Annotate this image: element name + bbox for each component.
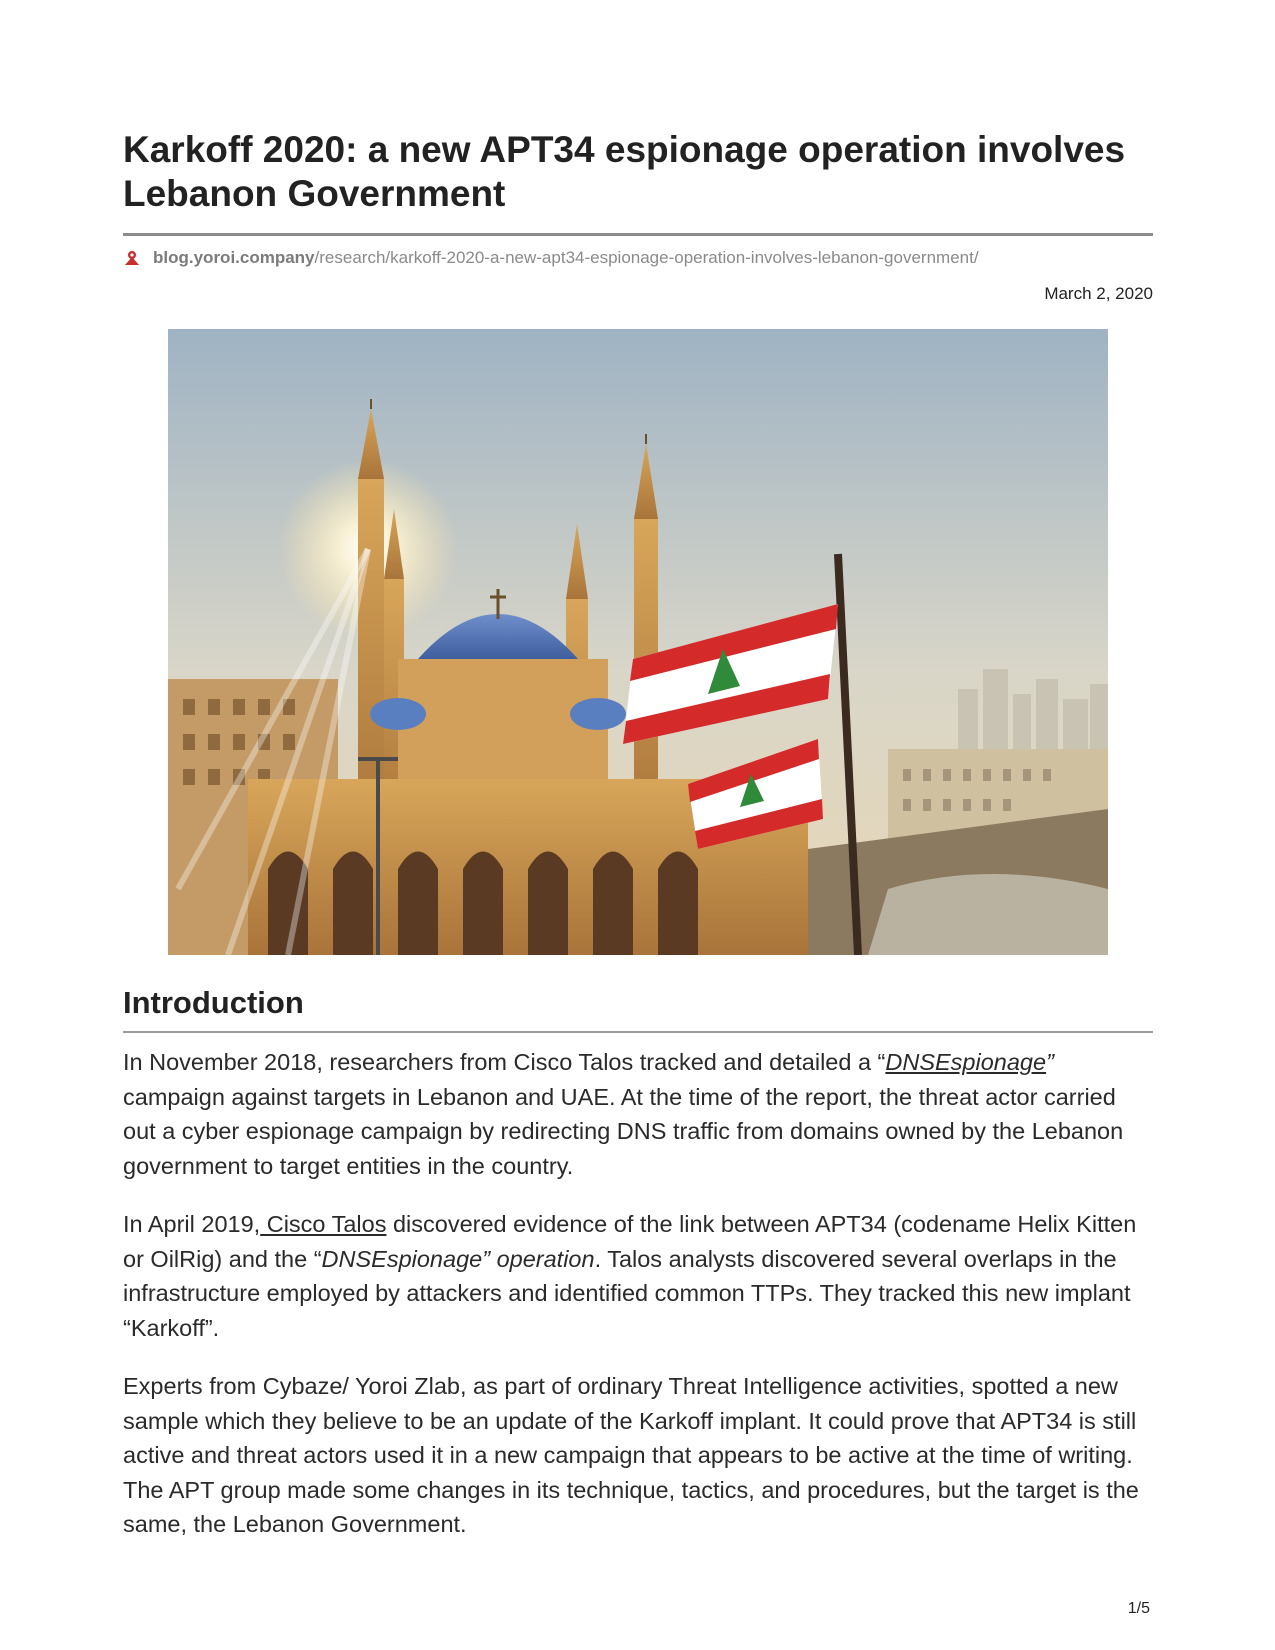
p2-text-start: In April 2019,	[123, 1211, 261, 1237]
section-heading: Introduction	[123, 985, 304, 1020]
source-domain[interactable]: blog.yoroi.company	[153, 248, 315, 267]
article-page	[123, 128, 1153, 1537]
site-favicon-icon	[123, 249, 141, 267]
introduction-section	[123, 985, 1153, 1542]
hero-image-beirut-mosque-flags	[168, 329, 1108, 955]
source-url[interactable]	[123, 248, 1153, 268]
article-date: March 2, 2020	[1044, 284, 1153, 303]
intro-paragraph-2	[123, 1207, 1153, 1345]
p2-emphasis: DNSEspionage” operation	[321, 1245, 595, 1272]
intro-paragraph-3: Experts from Cybaze/ Yoroi Zlab, as part of ordinary Threat Intelligence activities, spotted a new sample which they believe to be an update of the Karkoff implant. It could prove that APT34 is still active and threat actors used it in a new campaign that appears to be active at the time of writing. The APT group made some changes in its technique, tactics, and procedures, but the target is the same, the Lebanon Government.	[123, 1373, 1139, 1537]
intro-paragraph-1	[123, 1045, 1153, 1183]
p2-text-mid: discovered evidence of the link between APT34 (codename Helix Kitten or OilRig) and the “	[123, 1211, 1137, 1272]
p1-text-start: In November 2018, researchers from Cisco Talos tracked and detailed a “	[123, 1049, 886, 1075]
page-number: 1/5	[1127, 1600, 1150, 1617]
p1-quote: ”	[1046, 1049, 1054, 1075]
source-path[interactable]: /research/karkoff-2020-a-new-apt34-espionage-operation-involves-lebanon-government/	[314, 248, 979, 267]
dnsespionage-link[interactable]: DNSEspionage	[885, 1049, 1047, 1075]
p2-text-end: . Talos analysts discovered several overlaps in the infrastructure employed by attackers and identified common TTPs. They tracked this new implant “Karkoff”.	[123, 1245, 1131, 1341]
cisco-talos-link[interactable]: Cisco Talos	[260, 1211, 387, 1237]
article-title: Karkoff 2020: a new APT34 espionage operation involves Lebanon Government	[123, 129, 1126, 214]
p1-text-end: campaign against targets in Lebanon and UAE. At the time of the report, the threat actor carried out a cyber espionage campaign by redirecting DNS traffic from domains owned by the Lebanon government to target entities in the country.	[123, 1083, 1124, 1179]
section-divider	[123, 1031, 1153, 1033]
title-divider	[123, 233, 1153, 236]
